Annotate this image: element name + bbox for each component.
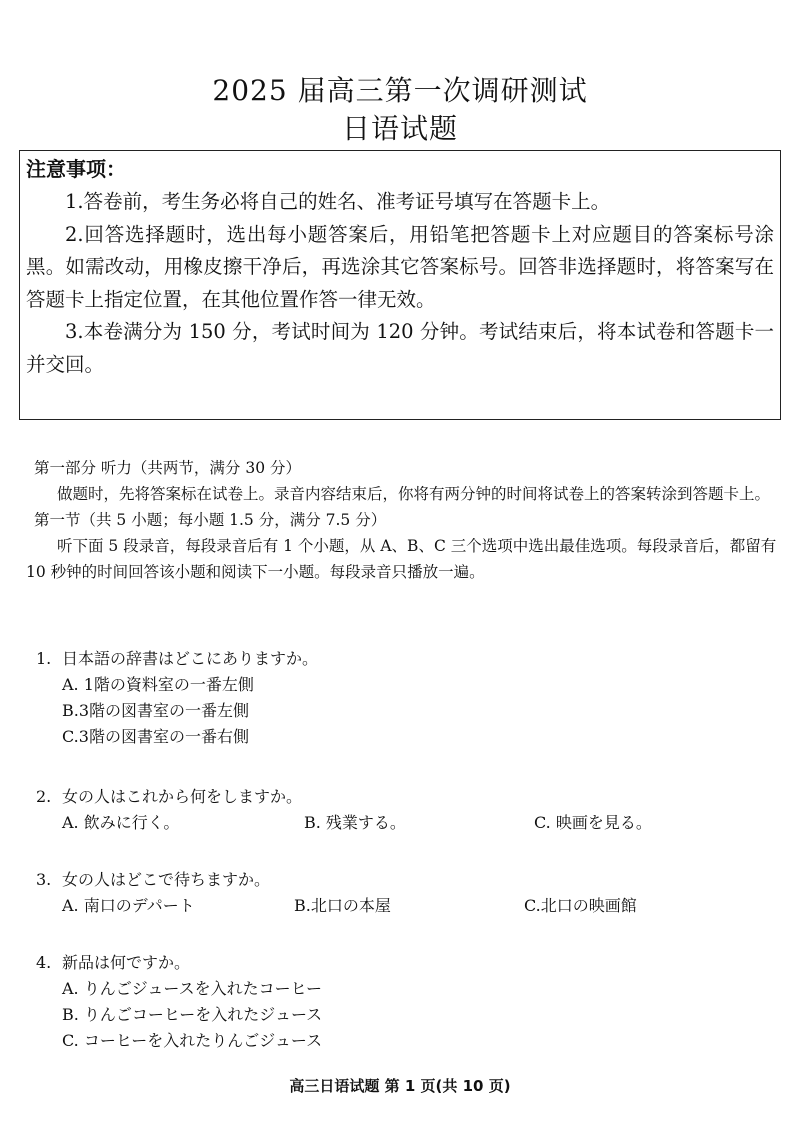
question-stem: 新品は何ですか。 — [62, 953, 191, 972]
part1-block — [26, 455, 778, 585]
question-number: 4. — [36, 953, 52, 972]
option-b: B. りんごコーヒーを入れたジュース — [62, 1005, 323, 1024]
part1-heading: 第一部分 听力（共两节，满分 30 分） — [34, 459, 302, 477]
option-c: C. 映画を見る。 — [534, 813, 652, 832]
option-a: A. りんごジュースを入れたコーヒー — [62, 979, 322, 998]
notice-box — [19, 150, 781, 420]
section1-instruction: 听下面 5 段录音，每段录音后有 1 个小题，从 A、B、C 三个选项中选出最佳选项。每段录音后，都留有 10 秒钟的时间回答该小题和阅读下一小题。每段录音只播放一遍。 — [26, 537, 777, 581]
option-a: A. 飲みに行く。 — [62, 813, 180, 832]
question-number: 3. — [36, 870, 52, 889]
notice-item-1: 1.答卷前，考生务必将自己的姓名、准考证号填写在答题卡上。 — [65, 190, 611, 213]
option-b: B.3階の図書室の一番左側 — [62, 701, 250, 720]
page-footer: 高三日语试题 第 1 页(共 10 页) — [289, 1077, 511, 1095]
option-b: B. 残業する。 — [304, 813, 406, 832]
option-b: B.北口の本屋 — [294, 896, 391, 915]
question-2 — [36, 784, 776, 836]
option-c: C.北口の映画館 — [524, 896, 637, 915]
question-4 — [36, 950, 776, 1054]
question-stem: 女の人はこれから何をしますか。 — [62, 787, 303, 806]
notice-item-2: 2.回答选择题时，选出每小题答案后，用铅笔把答题卡上对应题目的答案标号涂黑。如需改动，用橡皮擦干净后，再选涂其它答案标号。回答非选择题时，将答案写在答题卡上指定位置，在其他位置作答一律无效。 — [26, 222, 774, 311]
question-number: 2. — [36, 787, 52, 806]
section1-heading: 第一节（共 5 小题；每小题 1.5 分，满分 7.5 分） — [34, 511, 387, 529]
question-1 — [36, 646, 776, 750]
option-a: A. 1階の資料室の一番左側 — [62, 675, 254, 694]
question-3 — [36, 867, 776, 919]
question-number: 1. — [36, 649, 52, 668]
option-c: C. コーヒーを入れたりんごジュース — [62, 1031, 323, 1050]
exam-title: 2025 届高三第一次调研测试 — [212, 74, 588, 107]
option-a: A. 南口のデパート — [62, 896, 195, 915]
question-stem: 日本語の辞書はどこにありますか。 — [62, 649, 319, 668]
part1-instruction: 做题时，先将答案标在试卷上。录音内容结束后，你将有两分钟的时间将试卷上的答案转涂到答题卡上。 — [57, 485, 771, 503]
option-c: C.3階の図書室の一番右側 — [62, 727, 249, 746]
exam-subject-title: 日语试题 — [341, 112, 458, 145]
notice-item-3: 3.本卷满分为 150 分，考试时间为 120 分钟。考试结束后，将本试卷和答题卡一并交回。 — [26, 320, 774, 376]
notice-title: 注意事项： — [26, 157, 126, 181]
question-stem: 女の人はどこで待ちますか。 — [62, 870, 271, 889]
